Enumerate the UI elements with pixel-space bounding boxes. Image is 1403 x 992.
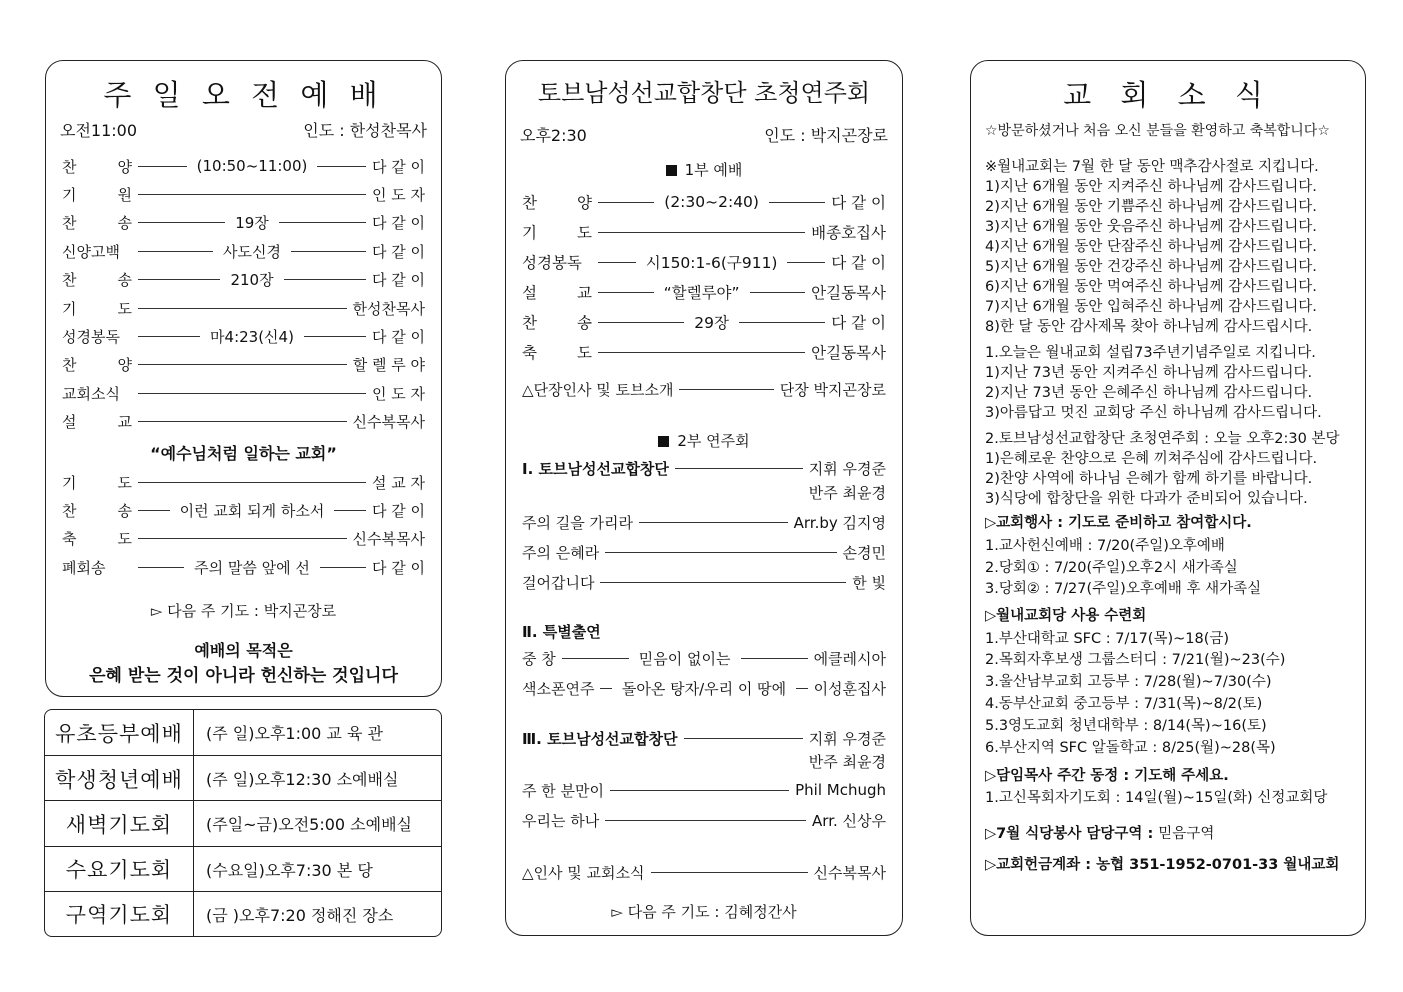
news-line: 1)지난 6개월 동안 지켜주신 하나님께 감사드립니다. (985, 179, 1317, 195)
leader-dash (605, 820, 806, 821)
leader-dash (138, 364, 347, 365)
schedule-table (44, 709, 442, 937)
greeting-row (522, 378, 886, 400)
leader-dash (284, 279, 366, 280)
leader-dash (600, 582, 846, 583)
leader-dash (138, 482, 366, 483)
order-label-part: 송 (117, 271, 132, 290)
order-row (62, 556, 425, 578)
order-row (62, 155, 425, 177)
order-label (62, 298, 132, 319)
sermon-title: “예수님처럼 일하는 교회” (150, 444, 337, 463)
order-label-part: 송 (577, 314, 592, 332)
sec3-title: Ⅲ. 토브남성선교합창단 (522, 729, 678, 748)
schedule-time: (수요일)오후7:30 본 당 (206, 860, 373, 880)
closing-label: △인사 및 교회소식 (522, 863, 645, 882)
sec1-title: Ⅰ. 토브남성선교합창단 (522, 459, 669, 478)
order-label-part: 도 (117, 299, 132, 318)
order-detail: 사도신경 (223, 242, 281, 261)
order-label (62, 411, 132, 432)
event-line: 3.당회② : 7/27(주일)오후예배 후 새가족실 (985, 581, 1262, 597)
order-label-part: 찬 (62, 157, 77, 176)
order-row (62, 269, 425, 291)
order-detail: 이런 교회 되게 하소서 (179, 501, 325, 520)
schedule-time: (금 )오후7:20 정해진 장소 (206, 905, 394, 925)
program-row (522, 647, 886, 669)
news-title: 교 회 소 식 (1063, 78, 1273, 112)
leader-dash (291, 251, 366, 252)
order-detail: 19장 (235, 214, 269, 233)
order-label-part: 송 (117, 214, 132, 233)
leader-dash (598, 262, 636, 263)
order-row (62, 528, 425, 550)
order-who: 신수복목사 (352, 413, 425, 432)
program-who: Arr.by 김지영 (793, 513, 886, 532)
order-label-part: 찬 (522, 314, 537, 332)
order-detail: 마4:23(신4) (210, 327, 294, 346)
program-row (522, 541, 886, 563)
leader-dash (600, 688, 611, 689)
sec1-row (522, 457, 886, 479)
order-detail: (2:30~2:40) (664, 193, 759, 211)
schedule-name: 수요기도회 (45, 847, 194, 892)
sec2-title: Ⅱ. 특별출연 (522, 622, 601, 641)
order-who: 신수복목사 (352, 530, 425, 549)
retreat-line: 3.울산남부교회 고등부 : 7/28(월)~7/30(수) (985, 674, 1272, 691)
leader-dash (334, 510, 366, 511)
order-who: 다 같 이 (372, 242, 426, 261)
order-label-part: 찬 (62, 271, 77, 290)
schedule-row (45, 846, 441, 892)
order-who: 안길동목사 (811, 344, 886, 362)
order-label (62, 472, 132, 493)
leader-dash (138, 308, 347, 309)
leader-dash (787, 262, 825, 263)
news-line: 1)은혜로운 찬양으로 은혜 끼쳐주심에 감사드립니다. (985, 451, 1318, 467)
leader-dash (138, 538, 347, 539)
order-who: 배종호집사 (811, 224, 886, 242)
part2-heading (506, 430, 902, 451)
order-label (522, 341, 592, 363)
program-name: 주의 길을 가리라 (522, 513, 633, 532)
order-label-part: 찬 (522, 194, 537, 212)
order-label-part: 교 (577, 284, 592, 302)
leader-dash (138, 510, 170, 511)
order-label (62, 383, 132, 404)
sec3-accomp: 반주 최윤경 (808, 753, 886, 771)
order-detail: “할렐루야” (663, 284, 740, 302)
order-label-part: 교회소식 (62, 384, 120, 403)
news-panel (970, 60, 1366, 936)
schedule-row (45, 755, 441, 801)
order-label (522, 281, 592, 303)
order-label (522, 191, 592, 213)
news-line: 4)지난 6개월 동안 단잠주신 하나님께 감사드립니다. (985, 239, 1317, 255)
schedule-name: 새벽기도회 (45, 801, 194, 846)
schedule-time: (주일~금)오전5:00 소예배실 (206, 815, 413, 835)
concert-next-prayer: ▻ 다음 주 기도 : 김혜정간사 (611, 903, 797, 921)
order-row (522, 281, 886, 303)
leader-dash (138, 279, 220, 280)
program-name: 걸어갑니다 (522, 573, 595, 592)
news-line: 8)한 달 동안 감사제목 찾아 하나님께 감사드립시다. (985, 319, 1313, 335)
order-row (62, 499, 425, 521)
leader-dash (684, 738, 803, 739)
order-label (62, 212, 132, 233)
order-who: 다 같 이 (371, 327, 425, 346)
order-label-part: 찬 (62, 214, 77, 233)
worship-header (60, 118, 427, 141)
worship-leader: 인도 : 한성찬목사 (303, 121, 427, 140)
retreat-line: 2.목회자후보생 그룹스터디 : 7/21(월)~23(수) (985, 652, 1286, 669)
schedule-time: (주 일)오후1:00 교 육 관 (206, 724, 383, 743)
leader-dash (138, 194, 366, 195)
part2-label: 2부 연주회 (677, 432, 750, 450)
schedule-time: (주 일)오후12:30 소예배실 (206, 770, 399, 790)
program-who: 에클레시아 (813, 649, 887, 668)
order-label-part: 송 (117, 501, 132, 520)
greeting-label: △단장인사 및 토브소개 (522, 380, 674, 399)
news-line: 1)지난 73년 동안 지켜주신 하나님께 감사드립니다. (985, 365, 1313, 381)
order-label-part: 성경봉독 (522, 254, 582, 272)
concert-leader: 인도 : 박지곤장로 (764, 126, 888, 145)
leader-dash (675, 468, 803, 469)
order-row (62, 354, 425, 376)
sec1-accomp: 반주 최윤경 (808, 484, 886, 502)
schedule-name: 학생청년예배 (45, 756, 194, 801)
program-row (522, 779, 886, 801)
news-line: 2)지난 73년 동안 은혜주신 하나님께 감사드립니다. (985, 385, 1313, 401)
schedule-row (45, 710, 441, 755)
order-row (522, 311, 886, 333)
meal-value: 믿음구역 (1158, 826, 1215, 843)
retreat-line: 1.부산대학교 SFC : 7/17(목)~18(금) (985, 630, 1230, 647)
order-who: 인 도 자 (371, 185, 425, 204)
purpose-line-1: 예배의 목적은 (194, 641, 293, 660)
program-who: 한 빛 (852, 573, 886, 592)
schedule-name: 구역기도회 (45, 892, 194, 937)
meal-heading: ▷7월 식당봉사 담당구역 : (985, 826, 1159, 843)
news-line: 1.오늘은 월내교회 설립73주년기념주일로 지킵니다. (985, 345, 1316, 361)
order-label-part: 양 (117, 356, 132, 375)
leader-dash (598, 202, 654, 203)
order-detail: 210장 (230, 271, 274, 290)
event-line: 1.교사헌신예배 : 7/20(주일)오후예배 (985, 538, 1225, 554)
news-line: 2)지난 6개월 동안 기쁨주신 하나님께 감사드립니다. (985, 199, 1317, 215)
order-label-part: 설 (62, 413, 77, 432)
order-label-part: 도 (117, 473, 132, 492)
order-label-part: 원 (117, 185, 132, 204)
order-label (62, 241, 132, 262)
leader-dash (769, 202, 825, 203)
order-who: 다 같 이 (372, 558, 426, 577)
order-label-part: 기 (62, 185, 77, 204)
news-line: 2)찬양 사역에 하나님 은혜가 함께 하기를 바랍니다. (985, 471, 1313, 487)
sec2-row (522, 620, 886, 642)
leader-dash (598, 352, 805, 353)
leader-dash (304, 336, 366, 337)
order-label-part: 축 (62, 530, 77, 549)
order-label-part: 신양고백 (62, 242, 120, 261)
order-who: 다 같 이 (371, 214, 425, 233)
order-who: 다 같 이 (372, 271, 426, 290)
order-row (522, 341, 886, 363)
order-row (62, 183, 425, 205)
order-label (62, 326, 132, 347)
order-who: 설 교 자 (371, 473, 425, 492)
next-prayer: ▻ 다음 주 기도 : 박지곤장로 (150, 602, 337, 620)
leader-dash (610, 790, 789, 791)
order-label-part: 도 (577, 224, 592, 242)
worship-time: 오전11:00 (60, 121, 138, 140)
program-name: 주의 은혜라 (522, 543, 600, 562)
leader-dash (138, 421, 347, 422)
closing-row (522, 861, 886, 883)
leader-dash (651, 872, 808, 873)
order-detail: 시150:1-6(구911) (645, 254, 778, 272)
order-row (62, 212, 425, 234)
program-row (522, 511, 886, 533)
welcome-line: ☆방문하셨거나 처음 오신 분들을 환영하고 축복합니다☆ (985, 123, 1330, 139)
concert-title: 토브남성선교합창단 초청연주회 (537, 79, 871, 107)
leader-dash (138, 336, 200, 337)
order-who: 다 같 이 (831, 314, 887, 332)
order-detail: 29장 (694, 314, 729, 332)
square-bullet-icon (658, 436, 669, 447)
program-who: Phil Mchugh (795, 781, 886, 799)
news-line: 5)지난 6개월 동안 건강주신 하나님께 감사드립니다. (985, 259, 1317, 275)
leader-dash (320, 567, 366, 568)
program-who: 손경민 (842, 543, 886, 562)
concert-time: 오후2:30 (520, 126, 587, 145)
order-row (62, 325, 425, 347)
program-name: 중 창 (522, 649, 556, 668)
order-row (62, 471, 425, 493)
purpose-line-2: 은혜 받는 것이 아니라 헌신하는 것입니다 (89, 666, 398, 686)
order-label (522, 221, 592, 243)
order-detail: 주의 말씀 앞에 선 (194, 558, 310, 577)
leader-dash (598, 322, 684, 323)
order-row (522, 221, 886, 243)
news-line: 3)식당에 합창단을 위한 다과가 준비되어 있습니다. (985, 491, 1308, 507)
greeting-who: 단장 박지곤장로 (779, 380, 886, 399)
program-who: Arr. 신상우 (812, 811, 886, 830)
order-label-part: 설 (522, 284, 537, 302)
leader-dash (138, 222, 225, 223)
part1-label: 1부 예배 (684, 161, 743, 179)
order-label (522, 251, 592, 273)
leader-dash (317, 166, 366, 167)
leader-dash (739, 322, 825, 323)
leader-dash (279, 222, 366, 223)
order-who: 할 렐 루 야 (352, 356, 425, 375)
program-name: 우리는 하나 (522, 811, 600, 830)
order-label-part: 도 (117, 530, 132, 549)
leader-dash (138, 251, 213, 252)
program-row (522, 677, 886, 699)
order-label-part: 기 (522, 224, 537, 242)
leader-dash (138, 393, 366, 394)
leader-dash (138, 166, 187, 167)
order-label-part: 기 (62, 299, 77, 318)
events-heading: ▷교회행사 : 기도로 준비하고 참여합시다. (985, 515, 1252, 531)
program-row (522, 809, 886, 831)
closing-who: 신수복목사 (813, 863, 886, 882)
order-label-part: 성경봉독 (62, 327, 120, 346)
part1-heading (506, 159, 902, 180)
program-name: 주 한 분만이 (522, 781, 604, 800)
news-line: 3)아름답고 멋진 교회당 주신 하나님께 감사드립니다. (985, 405, 1322, 421)
concert-header (520, 123, 888, 146)
order-who: 다 같 이 (372, 501, 426, 520)
order-row (62, 382, 425, 404)
order-row (62, 297, 425, 319)
retreats-heading: ▷월내교회당 사용 수련회 (985, 607, 1147, 624)
leader-dash (741, 658, 808, 659)
leader-dash (562, 658, 629, 659)
order-label (62, 269, 132, 290)
leader-dash (639, 522, 788, 523)
sec3-conductor: 지휘 우경준 (808, 729, 886, 748)
retreat-line: 6.부산지역 SFC 알돌학교 : 8/25(월)~28(목) (985, 739, 1276, 756)
order-row (62, 240, 425, 262)
order-label (522, 311, 592, 333)
order-who: 안길동목사 (811, 284, 887, 302)
schedule-row (45, 800, 441, 846)
news-line: ※월내교회는 7월 한 달 동안 맥추감사절로 지킵니다. (985, 159, 1319, 175)
square-bullet-icon (666, 165, 677, 176)
order-label-part: 축 (522, 344, 537, 362)
news-line: 2.토브남성선교합창단 초청연주회 : 오늘 오후2:30 본당 (985, 431, 1340, 447)
program-title: 믿음이 없이는 (638, 649, 731, 668)
leader-dash (138, 567, 184, 568)
account-line: ▷교회헌금계좌 : 농협 351-1952-0701-33 월내교회 (985, 857, 1340, 874)
order-who: 한성찬목사 (352, 299, 425, 318)
retreat-line: 4.동부산교회 중고등부 : 7/31(목)~8/2(토) (985, 695, 1263, 712)
order-row (522, 251, 886, 273)
program-row (522, 571, 886, 593)
news-line: 7)지난 6개월 동안 입혀주신 하나님께 감사드립니다. (985, 299, 1317, 315)
news-line: 6)지난 6개월 동안 먹여주신 하나님께 감사드립니다. (985, 279, 1317, 295)
order-label (62, 500, 132, 521)
order-who: 다 같 이 (831, 194, 887, 212)
sec1-conductor: 지휘 우경준 (808, 459, 886, 478)
program-who: 이성훈집사 (813, 679, 887, 698)
order-label (62, 557, 132, 578)
order-label-part: 찬 (62, 356, 77, 375)
sec3-row (522, 727, 886, 749)
leader-dash (796, 688, 807, 689)
leader-dash (598, 232, 805, 233)
order-label-part: 폐회송 (62, 558, 106, 577)
leader-dash (605, 552, 836, 553)
program-title: 돌아온 탕자/우리 이 땅에 (621, 679, 787, 698)
order-label-part: 양 (117, 157, 132, 176)
news-line: 3)지난 6개월 동안 웃음주신 하나님께 감사드립니다. (985, 219, 1317, 235)
order-label-part: 도 (577, 344, 592, 362)
order-row (522, 191, 886, 213)
order-label (62, 156, 132, 177)
worship-panel (45, 60, 442, 697)
concert-panel (505, 60, 903, 936)
leader-dash (679, 389, 773, 390)
order-label-part: 찬 (62, 501, 77, 520)
order-label (62, 184, 132, 205)
order-label (62, 354, 132, 375)
order-label-part: 교 (117, 413, 132, 432)
order-row (62, 411, 425, 433)
leader-dash (750, 292, 806, 293)
schedule-name: 유초등부예배 (45, 710, 194, 755)
event-line: 2.당회① : 7/20(주일)오후2시 새가족실 (985, 559, 1238, 576)
order-label-part: 양 (577, 194, 592, 212)
program-name: 색소폰연주 (522, 679, 595, 698)
order-label (62, 528, 132, 549)
meal-line (985, 822, 1355, 843)
worship-title: 주 일 오 전 예 배 (103, 78, 384, 112)
pastor-heading: ▷담임목사 주간 동정 : 기도해 주세요. (985, 768, 1229, 785)
order-who: 다 같 이 (371, 157, 425, 176)
order-who: 다 같 이 (831, 254, 886, 272)
leader-dash (598, 292, 654, 293)
order-who: 인 도 자 (371, 384, 425, 403)
pastor-line: 1.고신목회자기도회 : 14일(월)~15일(화) 신정교회당 (985, 790, 1328, 807)
schedule-row (45, 891, 441, 937)
order-label-part: 기 (62, 473, 77, 492)
order-detail: (10:50~11:00) (196, 157, 308, 175)
retreat-line: 5.3영도교회 청년대학부 : 8/14(목)~16(토) (985, 717, 1267, 734)
